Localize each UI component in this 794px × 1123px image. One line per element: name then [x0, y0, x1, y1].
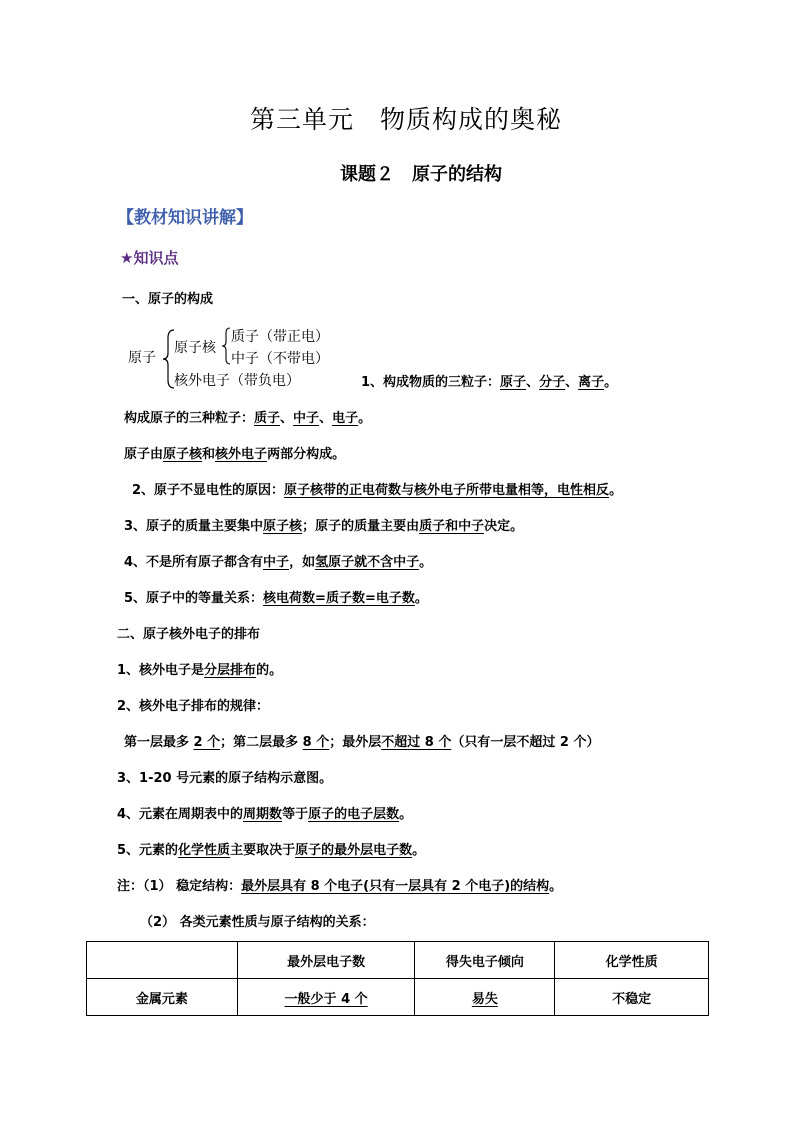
answer-proton: 质子 [254, 411, 281, 426]
part2-item1 [117, 659, 282, 678]
part1-heading: 一、原子的构成 [122, 292, 214, 307]
diagram-nucleus: 原子核 [174, 340, 216, 356]
answer-atom: 原子 [500, 375, 527, 390]
item-text: 4、元素在周期表中的 [117, 807, 244, 822]
item-end: 。 [419, 555, 433, 570]
item-text: 1、构成物质的三粒子： [361, 375, 501, 390]
item-text: 2、原子不显电性的原因： [132, 483, 285, 498]
item-text: ，如 [289, 555, 316, 570]
item-text: 5、原子中的等量关系： [124, 591, 264, 606]
cell-text: 一般少于 4 个 [284, 991, 368, 1007]
answer-neutrality-reason: 原子核带的正电荷数与核外电子所带电量相等，电性相反 [284, 483, 610, 498]
part1-item3 [124, 515, 523, 534]
item-text: 4、不是所有原子都含有 [124, 555, 264, 570]
answer-shell-count: 原子的电子层数 [308, 807, 400, 822]
separator: 、 [526, 375, 540, 390]
part1-item2 [132, 479, 622, 498]
part1-line-b [124, 443, 345, 462]
answer-ion: 离子 [578, 375, 605, 390]
item-text: 等于 [282, 807, 309, 822]
table-cell [415, 979, 555, 1016]
page-title: 第三单元 物质构成的奥秘 [250, 105, 563, 134]
part1-item4 [124, 551, 432, 570]
item-end: 决定。 [484, 519, 524, 534]
table-cell: 金属元素 [87, 979, 238, 1016]
separator: 、 [565, 375, 579, 390]
answer-second-shell: 8 个 [302, 735, 330, 750]
table-cell [237, 979, 415, 1016]
item-end: 。 [609, 483, 623, 498]
item-text: ；第二层最多 [220, 735, 303, 750]
item-end: 。 [549, 879, 563, 894]
item-text: 3、原子的质量主要集中 [124, 519, 264, 534]
table-header-cell: 化学性质 [555, 942, 709, 979]
answer-mass-determinant: 质子和中子 [419, 519, 485, 534]
item-text: （只有一层不超过 2 个） [451, 735, 600, 750]
table-cell: 不稳定 [555, 979, 709, 1016]
part2-item2: 2、核外电子排布的规律： [117, 699, 270, 714]
answer-chemical-property: 化学性质 [178, 843, 231, 858]
answer-hydrogen-example: 氢原子就不含中子 [315, 555, 420, 570]
item-end: 的。 [256, 663, 283, 678]
table-header-row [87, 942, 709, 979]
answer-first-shell: 2 个 [193, 735, 221, 750]
lesson-subtitle: 课题２ 原子的结构 [340, 164, 502, 185]
part1-item1 [361, 371, 617, 390]
item-end: 。 [358, 411, 372, 426]
part1-item5 [124, 587, 428, 606]
item-text: 主要取决于 [230, 843, 296, 858]
item-end: 两部分构成。 [267, 447, 346, 462]
table-header-cell [87, 942, 238, 979]
item-text: ；原子的质量主要由 [302, 519, 420, 534]
answer-nucleus: 原子核 [163, 447, 203, 462]
answer-electrons: 核外电子 [215, 447, 268, 462]
diagram-neutron: 中子（不带电） [231, 351, 329, 367]
section-heading: 【教材知识讲解】 [117, 208, 253, 228]
answer-outer-electrons: 原子的最外层电子数 [295, 843, 413, 858]
answer-stable-structure: 最外层具有 8 个电子(只有一层具有 2 个电子)的结构 [241, 879, 550, 894]
item-text: 1、核外电子是 [117, 663, 205, 678]
item-end: 。 [604, 375, 618, 390]
separator: 、 [280, 411, 294, 426]
item-text: ；最外层 [329, 735, 382, 750]
separator: 、 [319, 411, 333, 426]
diagram-atom: 原子 [128, 350, 156, 366]
item-end: 。 [414, 591, 428, 606]
part2-note2: （2） 各类元素性质与原子结构的关系： [140, 915, 375, 930]
element-property-table [86, 941, 709, 1016]
answer-neutron-term: 中子 [263, 555, 290, 570]
answer-equal-relation: 核电荷数=质子数=电子数 [263, 591, 415, 606]
answer-mass-location: 原子核 [263, 519, 303, 534]
item-text: 构成原子的三种粒子： [124, 411, 255, 426]
cell-text: 易失 [471, 991, 498, 1007]
answer-outer-shell: 不超过 8 个 [381, 735, 452, 750]
item-text: 5、元素的 [117, 843, 179, 858]
answer-layered: 分层排布 [204, 663, 257, 678]
table-header-cell: 得失电子倾向 [415, 942, 555, 979]
answer-molecule: 分子 [539, 375, 566, 390]
table-row [87, 979, 709, 1016]
item-text: 和 [202, 447, 216, 462]
diagram-proton: 质子（带正电） [231, 329, 329, 345]
part2-item5 [117, 839, 425, 858]
knowledge-point-heading: ★知识点 [120, 249, 179, 267]
item-text: 注：（1） 稳定结构： [117, 879, 242, 894]
table-header-cell: 最外层电子数 [237, 942, 415, 979]
item-end: 。 [412, 843, 426, 858]
item-text: 第一层最多 [124, 735, 194, 750]
item-end: 。 [399, 807, 413, 822]
answer-neutron: 中子 [293, 411, 320, 426]
part1-line-a [124, 407, 371, 426]
answer-period-number: 周期数 [243, 807, 283, 822]
part2-heading: 二、原子核外电子的排布 [117, 627, 261, 642]
part2-item4 [117, 803, 412, 822]
item-text: 原子由 [124, 447, 164, 462]
part2-rule [124, 731, 599, 750]
part2-item3: 3、1-20 号元素的原子结构示意图。 [117, 771, 333, 786]
diagram-electron: 核外电子（带负电） [174, 373, 300, 389]
part2-note1 [117, 875, 562, 894]
answer-electron: 电子 [332, 411, 359, 426]
